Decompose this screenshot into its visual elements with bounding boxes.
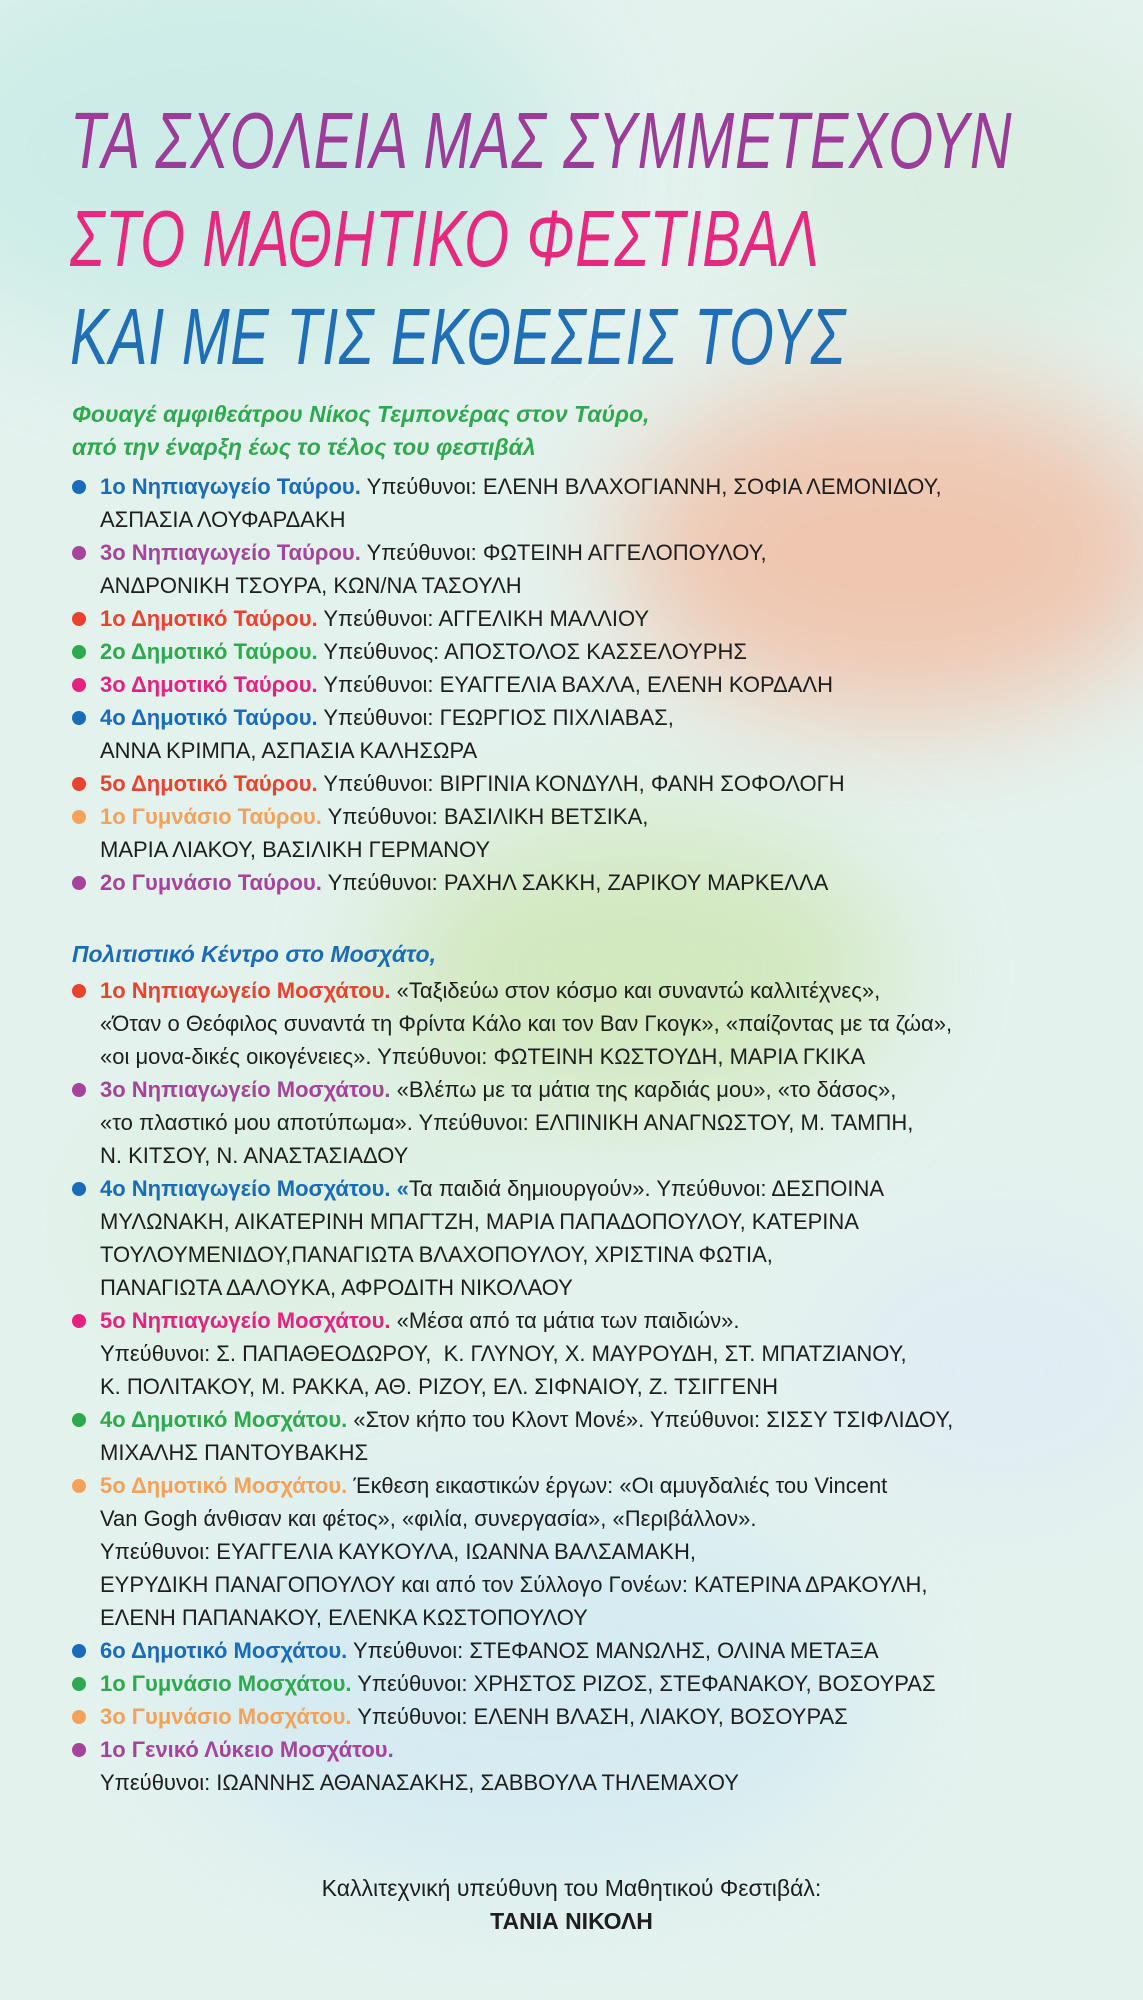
school-name: 1ο Δημοτικό Ταύρου. [100, 606, 318, 631]
list-item [72, 866, 942, 899]
bullet-dot-icon [72, 1644, 86, 1658]
school-details: Έκθεση εικαστικών έργων: «Οι αμυγδαλιές του Vincent Van Gogh άνθισαν και φέτος», «φιλία, συνεργασία», «Περιβάλλον». Υπεύθυνοι: ΕΥΑΓΓΕΛΙΑ ΚΑΥΚΟΥΛΑ, ΙΩΑΝΝΑ ΒΑΛΣΑΜΑΚΗ, ΕΥΡΥΔΙΚΗ ΠΑΝΑΓΟΠΟΥΛΟΥ και από τον Σύλλογο Γονέων: ΚΑΤΕΡΙΝΑ ΔΡΑΚΟΥΛΗ, ΕΛΕΝΗ ΠΑΠΑΝΑΚΟΥ, ΕΛΕΝΚΑ ΚΩΣΤΟΠΟΥΛΟΥ [100, 1473, 928, 1630]
school-details: Υπεύθυνοι: ΓΕΩΡΓΙΟΣ ΠΙΧΛΙΑΒΑΣ, ΑΝΝΑ ΚΡΙΜΠΑ, ΑΣΠΑΣΙΑ ΚΑΛΗΣΩΡΑ [100, 705, 674, 763]
school-details: Υπεύθυνοι: ΡΑΧΗΛ ΣΑΚΚΗ, ΖΑΡΙΚΟΥ ΜΑΡΚΕΛΛΑ [321, 870, 829, 895]
school-name: 6ο Δημοτικό Μοσχάτου. [100, 1638, 348, 1663]
school-name: 5ο Δημοτικό Μοσχάτου. [100, 1473, 348, 1498]
list-item [72, 1073, 953, 1172]
school-name: 1ο Γυμνάσιο Ταύρου. [100, 804, 322, 829]
section2-school-list [72, 974, 953, 1799]
school-name: 2ο Γυμνάσιο Ταύρου. [100, 870, 322, 895]
school-name: 5ο Δημοτικό Ταύρου. [100, 771, 318, 796]
headline-line-1: ΤΑ ΣΧΟΛΕΙΑ ΜΑΣ ΣΥΜΜΕΤΕΧΟΥΝ [70, 96, 1013, 185]
section2-heading-line-1: Πολιτιστικό Κέντρο στο Μοσχάτο, [72, 941, 436, 967]
school-details: Υπεύθυνοι: ΕΛΕΝΗ ΒΛΑΣΗ, ΛΙΑΚΟΥ, ΒΟΣΟΥΡΑΣ [351, 1704, 848, 1729]
school-details: Υπεύθυνοι: ΦΩΤΕΙΝΗ ΑΓΓΕΛΟΠΟΥΛΟΥ, ΑΝΔΡΟΝΙΚΗ ΤΣΟΥΡΑ, ΚΩΝ/ΝΑ ΤΑΣΟΥΛΗ [100, 540, 767, 598]
school-details: Υπεύθυνοι: ΑΓΓΕΛΙΚΗ ΜΑΛΛΙΟΥ [317, 606, 650, 631]
section1-heading-line-2: από την έναρξη έως το τέλος του φεστιβάλ [72, 434, 536, 460]
list-item [72, 1667, 953, 1700]
list-item [72, 635, 942, 668]
list-item [72, 974, 953, 1073]
school-details: Υπεύθυνοι: ΙΩΑΝΝΗΣ ΑΘΑΝΑΣΑΚΗΣ, ΣΑΒΒΟΥΛΑ ΤΗΛΕΜΑΧΟΥ [100, 1770, 739, 1795]
list-item [72, 1172, 953, 1304]
school-details: «Μέσα από τα μάτια των παιδιών». Υπεύθυνοι: Σ. ΠΑΠΑΘΕΟΔΩΡΟΥ, Κ. ΓΛΥΝΟΥ, Χ. ΜΑΥΡΟΥΔΗ, ΣΤ. ΜΠΑΤΖΙΑΝΟΥ, Κ. ΠΟΛΙΤΑΚΟΥ, Μ. ΡΑΚΚΑ, ΑΘ. ΡΙΖΟΥ, ΕΛ. ΣΙΦΝΑΙΟΥ, Ζ. ΤΣΙΓΓΕΝΗ [100, 1308, 907, 1399]
list-item [72, 767, 942, 800]
section2-heading [72, 938, 436, 971]
bullet-dot-icon [72, 876, 86, 890]
list-item [72, 1469, 953, 1634]
school-details: «Ταξιδεύω στον κόσμο και συναντώ καλλιτέχνες», «Όταν ο Θεόφιλος συναντά τη Φρίντα Κάλο και τον Βαν Γκογκ», «παίζοντας με τα ζώα», «οι μονα-δικές οικογένειες». Υπεύθυνοι: ΦΩΤΕΙΝΗ ΚΩΣΤΟΥΔΗ, ΜΑΡΙΑ ΓΚΙΚΑ [100, 978, 953, 1069]
school-details: Υπεύθυνοι: ΒΙΡΓΙΝΙΑ ΚΟΝΔΥΛΗ, ΦΑΝΗ ΣΟΦΟΛΟΓΗ [317, 771, 845, 796]
headline-line-2: ΣΤΟ ΜΑΘΗΤΙΚΟ ΦΕΣΤΙΒΑΛ [70, 194, 820, 283]
school-name: 1ο Γενικό Λύκειο Μοσχάτου. [100, 1737, 394, 1762]
headline-line-3: ΚΑΙ ΜΕ ΤΙΣ ΕΚΘΕΣΕΙΣ ΤΟΥΣ [70, 292, 846, 381]
list-item [72, 1634, 953, 1667]
school-details: Υπεύθυνοι: ΧΡΗΣΤΟΣ ΡΙΖΟΣ, ΣΤΕΦΑΝΑΚΟΥ, ΒΟΣΟΥΡΑΣ [351, 1671, 936, 1696]
bullet-dot-icon [72, 984, 86, 998]
list-item [72, 1733, 953, 1799]
bullet-dot-icon [72, 678, 86, 692]
school-details: Υπεύθυνοι: ΒΑΣΙΛΙΚΗ ΒΕΤΣΙΚΑ, ΜΑΡΙΑ ΛΙΑΚΟΥ, ΒΑΣΙΛΙΚΗ ΓΕΡΜΑΝΟΥ [100, 804, 649, 862]
bullet-dot-icon [72, 1413, 86, 1427]
list-item [72, 602, 942, 635]
bullet-dot-icon [72, 777, 86, 791]
headline [70, 92, 1012, 386]
school-name: 3ο Νηπιαγωγείο Μοσχάτου. [100, 1077, 391, 1102]
bullet-dot-icon [72, 1182, 86, 1196]
bullet-dot-icon [72, 1314, 86, 1328]
list-item [72, 800, 942, 866]
school-name: 5ο Νηπιαγωγείο Μοσχάτου. [100, 1308, 391, 1333]
section1-school-list [72, 470, 942, 899]
bullet-dot-icon [72, 546, 86, 560]
footer-credit-label: Καλλιτεχνική υπεύθυνη του Μαθητικού Φεστιβάλ: [321, 1875, 822, 1901]
list-item [72, 1403, 953, 1469]
bullet-dot-icon [72, 711, 86, 725]
footer [0, 1872, 1143, 1938]
bullet-dot-icon [72, 612, 86, 626]
school-details: «Στον κήπο του Κλοντ Μονέ». Υπεύθυνοι: ΣΙΣΣΥ ΤΣΙΦΛΙΔΟΥ, ΜΙΧΑΛΗΣ ΠΑΝΤΟΥΒΑΚΗΣ [100, 1407, 954, 1465]
school-details: Τα παιδιά δημιουργούν». Υπεύθυνοι: ΔΕΣΠΟΙΝΑ ΜΥΛΩΝΑΚΗ, ΑΙΚΑΤΕΡΙΝΗ ΜΠΑΓΤΖΗ, ΜΑΡΙΑ ΠΑΠΑΔΟΠΟΥΛΟΥ, ΚΑΤΕΡΙΝΑ ΤΟΥΛΟΥΜΕΝΙΔΟΥ,ΠΑΝΑΓΙΩΤΑ ΒΛΑΧΟΠΟΥΛΟΥ, ΧΡΙΣΤΙΝΑ ΦΩΤΙΑ, ΠΑΝΑΓΙΩΤΑ ΔΑΛΟΥΚΑ, ΑΦΡΟΔΙΤΗ ΝΙΚΟΛΑΟΥ [100, 1176, 885, 1300]
list-item [72, 668, 942, 701]
list-item [72, 1304, 953, 1403]
bullet-dot-icon [72, 1479, 86, 1493]
section1-heading-line-1: Φουαγέ αμφιθεάτρου Νίκος Τεμπονέρας στον Ταύρο, [72, 401, 650, 427]
list-item [72, 536, 942, 602]
school-details: «Βλέπω με τα μάτια της καρδιάς μου», «το δάσος», «το πλαστικό μου αποτύπωμα». Υπεύθυνοι: ΕΛΠΙΝΙΚΗ ΑΝΑΓΝΩΣΤΟΥ, Μ. ΤΑΜΠΗ, Ν. ΚΙΤΣΟΥ, Ν. ΑΝΑΣΤΑΣΙΑΔΟΥ [100, 1077, 914, 1168]
school-details: Υπεύθυνοι: ΕΥΑΓΓΕΛΙΑ ΒΑΧΛΑ, ΕΛΕΝΗ ΚΟΡΔΑΛΗ [317, 672, 833, 697]
bullet-dot-icon [72, 1710, 86, 1724]
school-name: 4ο Δημοτικό Μοσχάτου. [100, 1407, 348, 1432]
footer-credit-name: ΤΑΝΙΑ ΝΙΚΟΛΗ [490, 1908, 653, 1934]
school-name: 4ο Νηπιαγωγείο Μοσχάτου. « [100, 1176, 409, 1201]
school-name: 1ο Γυμνάσιο Μοσχάτου. [100, 1671, 352, 1696]
bullet-dot-icon [72, 810, 86, 824]
bullet-dot-icon [72, 1083, 86, 1097]
list-item [72, 1700, 953, 1733]
school-name: 1ο Νηπιαγωγείο Ταύρου. [100, 474, 361, 499]
school-name: 3ο Δημοτικό Ταύρου. [100, 672, 318, 697]
school-name: 1ο Νηπιαγωγείο Μοσχάτου. [100, 978, 391, 1003]
bullet-dot-icon [72, 645, 86, 659]
school-name: 2ο Δημοτικό Ταύρου. [100, 639, 318, 664]
bullet-dot-icon [72, 1743, 86, 1757]
school-details: Υπεύθυνοι: ΕΛΕΝΗ ΒΛΑΧΟΓΙΑΝΝΗ, ΣΟΦΙΑ ΛΕΜΟΝΙΔΟΥ, ΑΣΠΑΣΙΑ ΛΟΥΦΑΡΔΑΚΗ [100, 474, 942, 532]
list-item [72, 470, 942, 536]
bullet-dot-icon [72, 480, 86, 494]
school-name: 4ο Δημοτικό Ταύρου. [100, 705, 318, 730]
school-name: 3ο Νηπιαγωγείο Ταύρου. [100, 540, 361, 565]
bullet-dot-icon [72, 1677, 86, 1691]
school-name: 3ο Γυμνάσιο Μοσχάτου. [100, 1704, 352, 1729]
school-details: Υπεύθυνος: ΑΠΟΣΤΟΛΟΣ ΚΑΣΣΕΛΟΥΡΗΣ [317, 639, 747, 664]
list-item [72, 701, 942, 767]
school-details: Υπεύθυνοι: ΣΤΕΦΑΝΟΣ ΜΑΝΩΛΗΣ, ΟΛΙΝΑ ΜΕΤΑΞΑ [347, 1638, 879, 1663]
section1-heading [72, 398, 649, 464]
